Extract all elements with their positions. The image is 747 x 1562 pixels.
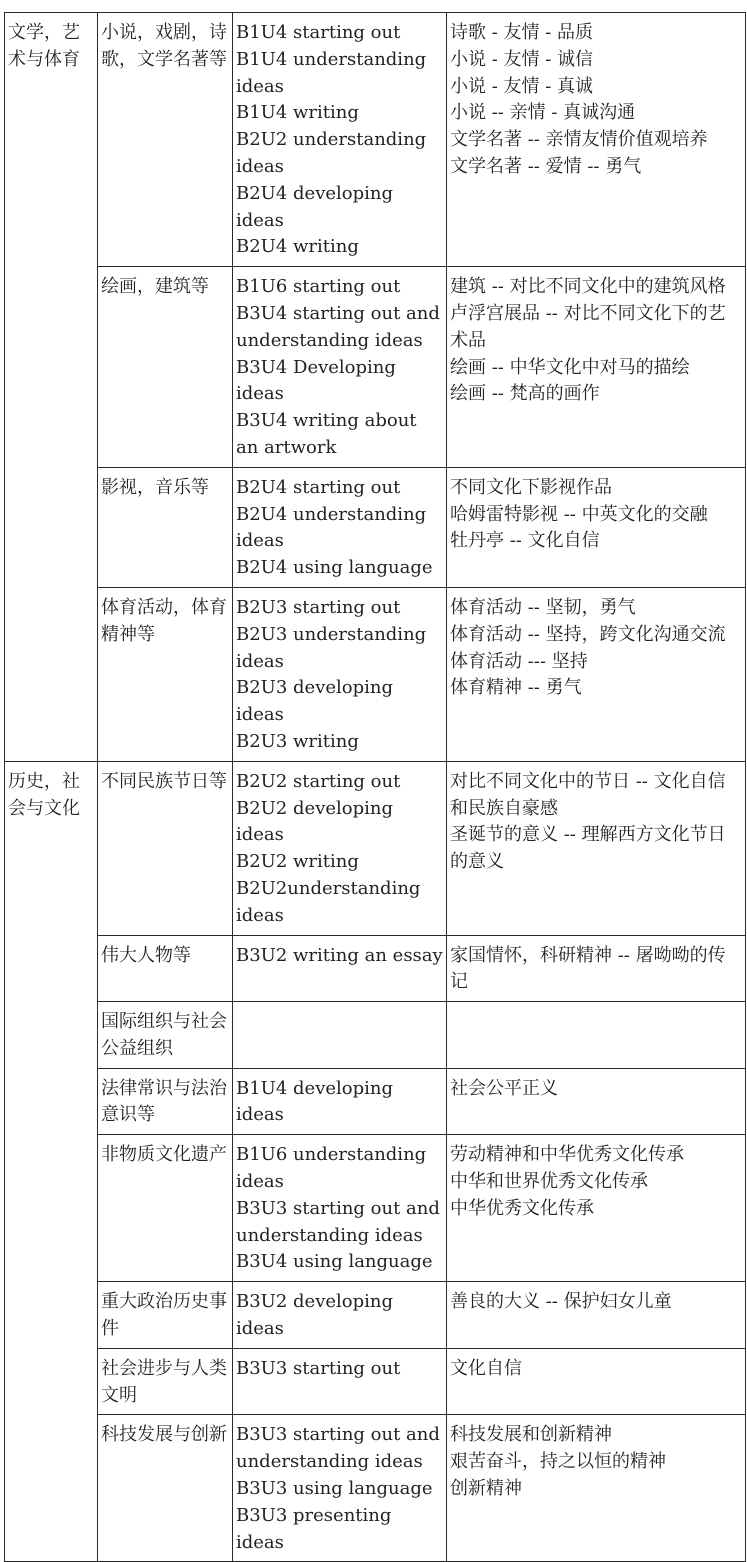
table-row bbox=[5, 1348, 746, 1415]
curriculum-table bbox=[4, 12, 746, 1562]
table-row bbox=[5, 467, 746, 587]
topic-label: 绘画，建筑等 bbox=[101, 276, 209, 298]
content-item: 牡丹亭 -- 文化自信 bbox=[450, 530, 600, 552]
content-cell bbox=[447, 1002, 746, 1069]
units-cell bbox=[233, 1348, 447, 1415]
table-row bbox=[5, 935, 746, 1002]
content-item: 文学名著 -- 爱情 -- 勇气 bbox=[450, 155, 642, 177]
table-row bbox=[5, 1415, 746, 1562]
content-item: 小说 - 友情 - 真诚 bbox=[450, 75, 594, 97]
unit-item: B2U3 understanding ideas bbox=[236, 623, 427, 672]
unit-item: B2U2understanding ideas bbox=[236, 877, 421, 926]
content-item: 文化自信 bbox=[450, 1357, 522, 1379]
unit-item: B2U4 using language bbox=[236, 557, 433, 579]
unit-item: B3U3 starting out and understanding ideas bbox=[236, 1197, 440, 1246]
table-row bbox=[5, 1068, 746, 1135]
topic-label: 伟大人物等 bbox=[101, 944, 191, 966]
topic-label: 不同民族节日等 bbox=[101, 770, 227, 792]
theme-label: 文学，艺术与体育 bbox=[8, 22, 80, 70]
content-item: 卢浮宫展品 -- 对比不同文化下的艺术品 bbox=[450, 302, 726, 351]
table-row bbox=[5, 13, 746, 267]
unit-item: B1U6 starting out bbox=[236, 276, 401, 298]
topic-label: 国际组织与社会公益组织 bbox=[101, 1011, 227, 1059]
content-cell bbox=[447, 267, 746, 468]
units-cell bbox=[233, 1415, 447, 1562]
theme-cell bbox=[5, 13, 98, 762]
topic-label: 重大政治历史事件 bbox=[101, 1291, 227, 1340]
content-item: 诗歌 - 友情 - 品质 bbox=[450, 22, 594, 43]
table-row bbox=[5, 1135, 746, 1282]
unit-item: B2U4 starting out bbox=[236, 476, 401, 498]
unit-item: B2U4 writing bbox=[236, 236, 359, 258]
topic-label: 影视，音乐等 bbox=[101, 476, 209, 498]
content-cell bbox=[447, 587, 746, 761]
content-item: 中华和世界优秀文化传承 bbox=[450, 1171, 648, 1193]
unit-item: B2U2 writing bbox=[236, 851, 359, 873]
unit-item: B3U2 developing ideas bbox=[236, 1291, 394, 1340]
units-cell bbox=[233, 267, 447, 468]
topic-cell bbox=[98, 1002, 233, 1069]
content-cell bbox=[447, 467, 746, 587]
table-row bbox=[5, 267, 746, 468]
topic-cell bbox=[98, 467, 233, 587]
topic-label: 非物质文化遗产 bbox=[101, 1144, 227, 1166]
topic-label: 小说，戏剧，诗歌，文学名著等 bbox=[101, 22, 227, 70]
units-cell bbox=[233, 13, 447, 267]
content-item: 体育精神 -- 勇气 bbox=[450, 677, 582, 699]
units-cell bbox=[233, 935, 447, 1002]
content-item: 体育活动 -- 坚韧，勇气 bbox=[450, 596, 636, 618]
content-item: 建筑 -- 对比不同文化中的建筑风格 bbox=[450, 276, 726, 298]
topic-cell bbox=[98, 1415, 233, 1562]
units-cell bbox=[233, 1068, 447, 1135]
content-cell bbox=[447, 1348, 746, 1415]
topic-label: 社会进步与人类文明 bbox=[101, 1357, 227, 1406]
content-item: 小说 -- 亲情 - 真诚沟通 bbox=[450, 102, 636, 124]
unit-item: B2U2 understanding ideas bbox=[236, 129, 427, 177]
content-item: 圣诞节的意义 -- 理解西方文化节日的意义 bbox=[450, 824, 726, 873]
content-item: 中华优秀文化传承 bbox=[450, 1197, 594, 1219]
unit-item: B2U2 developing ideas bbox=[236, 797, 394, 846]
content-cell bbox=[447, 761, 746, 935]
topic-cell bbox=[98, 1068, 233, 1135]
topic-label: 法律常识与法治意识等 bbox=[101, 1077, 227, 1126]
table-row bbox=[5, 1282, 746, 1349]
content-item: 艰苦奋斗，持之以恒的精神 bbox=[450, 1451, 666, 1473]
unit-item: B3U3 starting out bbox=[236, 1357, 401, 1379]
unit-item: B1U6 understanding ideas bbox=[236, 1144, 427, 1193]
table-row bbox=[5, 587, 746, 761]
theme-label: 历史，社会与文化 bbox=[8, 770, 80, 819]
unit-item: B2U4 developing ideas bbox=[236, 182, 394, 231]
content-item: 社会公平正义 bbox=[450, 1077, 558, 1099]
unit-item: B3U2 writing an essay bbox=[236, 944, 443, 966]
content-item: 科技发展和创新精神 bbox=[450, 1424, 612, 1446]
unit-item: B3U4 using language bbox=[236, 1251, 433, 1273]
content-item: 善良的大义 -- 保护妇女儿童 bbox=[450, 1291, 672, 1313]
units-cell bbox=[233, 1002, 447, 1069]
unit-item: B1U4 starting out bbox=[236, 22, 401, 43]
content-cell bbox=[447, 1068, 746, 1135]
topic-cell bbox=[98, 761, 233, 935]
unit-item: B2U3 writing bbox=[236, 730, 359, 752]
topic-cell bbox=[98, 935, 233, 1002]
content-item: 文学名著 -- 亲情友情价值观培养 bbox=[450, 129, 708, 151]
topic-cell bbox=[98, 587, 233, 761]
unit-item: B3U4 starting out and understanding ideas bbox=[236, 302, 440, 351]
content-cell bbox=[447, 1282, 746, 1349]
content-item: 家国情怀，科研精神 -- 屠呦呦的传记 bbox=[450, 944, 726, 993]
topic-label: 体育活动，体育精神等 bbox=[101, 596, 227, 645]
unit-item: B3U3 starting out and understanding ideas bbox=[236, 1424, 440, 1473]
unit-item: B1U4 understanding ideas bbox=[236, 48, 427, 97]
content-cell bbox=[447, 13, 746, 267]
content-cell bbox=[447, 1415, 746, 1562]
unit-item: B2U3 starting out bbox=[236, 596, 401, 618]
unit-item: B3U4 writing about an artwork bbox=[236, 410, 417, 458]
units-cell bbox=[233, 761, 447, 935]
topic-cell bbox=[98, 1135, 233, 1282]
content-item: 绘画 -- 梵高的画作 bbox=[450, 383, 600, 405]
content-cell bbox=[447, 1135, 746, 1282]
content-item: 创新精神 bbox=[450, 1478, 522, 1500]
topic-cell bbox=[98, 13, 233, 267]
topic-cell bbox=[98, 1348, 233, 1415]
table-row bbox=[5, 1002, 746, 1069]
units-cell bbox=[233, 467, 447, 587]
unit-item: B2U2 starting out bbox=[236, 770, 401, 792]
unit-item: B3U4 Developing ideas bbox=[236, 356, 396, 405]
unit-item: B2U3 developing ideas bbox=[236, 677, 394, 726]
unit-item: B2U4 understanding ideas bbox=[236, 503, 427, 552]
units-cell bbox=[233, 1135, 447, 1282]
unit-item: B3U3 presenting ideas bbox=[236, 1504, 392, 1553]
unit-item: B1U4 writing bbox=[236, 102, 359, 124]
units-cell bbox=[233, 1282, 447, 1349]
table-row bbox=[5, 761, 746, 935]
content-cell bbox=[447, 935, 746, 1002]
content-item: 体育活动 -- 坚持，跨文化沟通交流 bbox=[450, 623, 726, 645]
unit-item: B1U4 developing ideas bbox=[236, 1077, 394, 1126]
topic-cell bbox=[98, 1282, 233, 1349]
content-item: 哈姆雷特影视 -- 中英文化的交融 bbox=[450, 503, 708, 525]
content-item: 对比不同文化中的节日 -- 文化自信和民族自豪感 bbox=[450, 770, 726, 819]
unit-item: B3U3 using language bbox=[236, 1478, 433, 1500]
topic-cell bbox=[98, 267, 233, 468]
units-cell bbox=[233, 587, 447, 761]
content-item: 不同文化下影视作品 bbox=[450, 476, 612, 498]
content-item: 绘画 -- 中华文化中对马的描绘 bbox=[450, 356, 690, 378]
topic-label: 科技发展与创新 bbox=[101, 1424, 227, 1446]
content-item: 小说 - 友情 - 诚信 bbox=[450, 48, 594, 70]
content-item: 劳动精神和中华优秀文化传承 bbox=[450, 1144, 684, 1166]
theme-cell bbox=[5, 761, 98, 1562]
content-item: 体育活动 --- 坚持 bbox=[450, 650, 588, 672]
